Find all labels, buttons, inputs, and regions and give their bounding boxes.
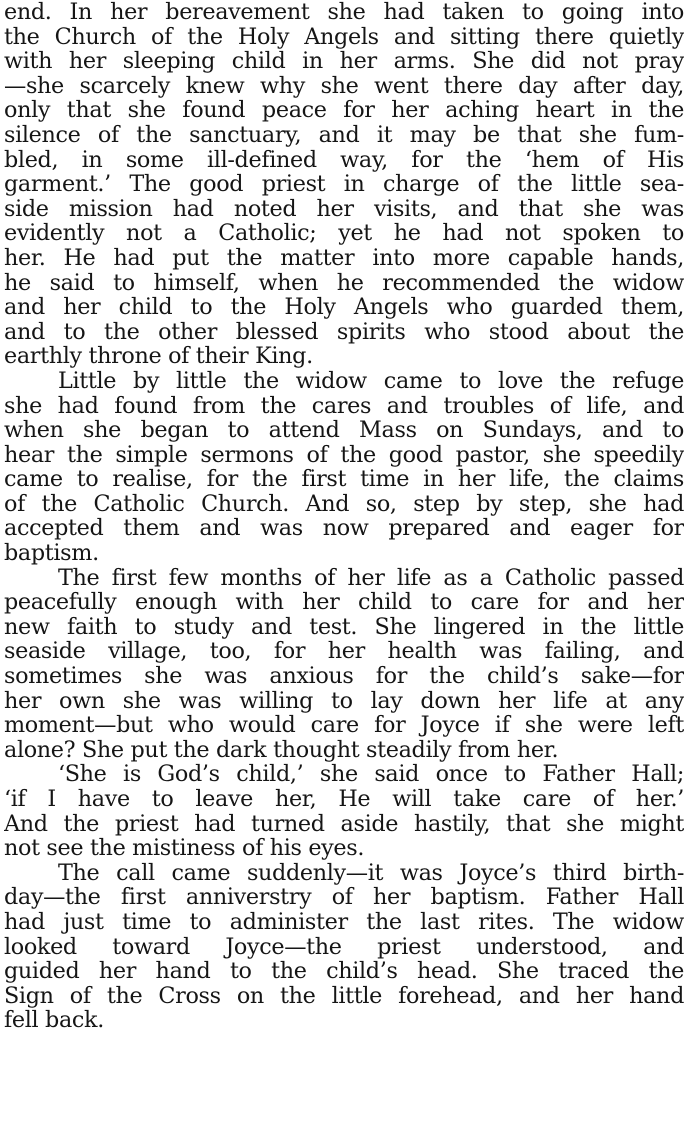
text-line: alone? She put the dark thought steadily from her. [4, 737, 559, 763]
text-line: hear the simple sermons of the good pastor, she speedily [4, 442, 684, 468]
text-line: seaside village, too, for her health was failing, and [4, 639, 684, 665]
text-line: and to the other blessed spirits who stood about the [4, 319, 684, 345]
text-line: The call came suddenly—it was Joyce’s third birth- [58, 860, 684, 886]
text-line: silence of the sanctuary, and it may be that she fum- [4, 122, 684, 148]
text-line: accepted them and was now prepared and eager for [4, 516, 684, 542]
text-line: new faith to study and test. She lingered in the little [4, 614, 684, 640]
text-line: Little by little the widow came to love the refuge [58, 368, 684, 394]
text-line: moment—but who would care for Joyce if she were left [4, 713, 684, 738]
text-line: And the priest had turned aside hastily, that she might [4, 811, 684, 837]
text-line: bled, in some ill-defined way, for the ‘hem of His [4, 147, 684, 173]
text-line: peacefully enough with her child to care for and her [4, 590, 684, 615]
text-line: sometimes she was anxious for the child’s sake—for [4, 664, 684, 689]
text-line: guided her hand to the child’s head. She traced the [4, 959, 684, 984]
text-line: end. In her bereavement she had taken to going into [4, 0, 684, 25]
text-line: ‘if I have to leave her, He will take care of her.’ [4, 787, 684, 812]
text-line: the Church of the Holy Angels and sitting there quietly [4, 24, 684, 50]
text-line: Sign of the Cross on the little forehead, and her hand [4, 983, 684, 1009]
text-line: —she scarcely knew why she went there day after day, [4, 73, 684, 99]
text-line: and her child to the Holy Angels who guarded them, [4, 295, 684, 320]
text-line: day—the first anniverstry of her baptism. Father Hall [4, 885, 684, 910]
text-line: only that she found peace for her aching heart in the [4, 98, 684, 123]
text-line: fell back. [4, 1008, 104, 1033]
text-line: her. He had put the matter into more capable hands, [4, 245, 684, 271]
text-line: not see the mistiness of his eyes. [4, 836, 365, 861]
text-line: earthly throne of their King. [4, 344, 313, 369]
text-line: baptism. [4, 541, 99, 566]
text-line: of the Catholic Church. And so, step by step, she had [4, 491, 684, 517]
text-line: she had found from the cares and troubles of life, and [4, 393, 684, 419]
text-line: garment.’ The good priest in charge of the little sea- [4, 172, 684, 197]
text-line: he said to himself, when he recommended the widow [4, 270, 684, 296]
text-line: side mission had noted her visits, and that she was [4, 196, 684, 222]
text-line: evidently not a Catholic; yet he had not spoken to [4, 221, 684, 246]
text-line: The first few months of her life as a Catholic passed [58, 565, 684, 591]
text-line: ‘She is God’s child,’ she said once to Father Hall; [58, 762, 684, 787]
text-line: looked toward Joyce—the priest understood, and [4, 934, 684, 960]
text-line: with her sleeping child in her arms. She did not pray [4, 49, 684, 74]
text-line: her own she was willing to lay down her life at any [4, 688, 684, 714]
text-line: came to realise, for the first time in her life, the claims [4, 467, 684, 492]
text-line: had just time to administer the last rites. The widow [4, 909, 684, 935]
text-line: when she began to attend Mass on Sundays, and to [4, 418, 684, 443]
